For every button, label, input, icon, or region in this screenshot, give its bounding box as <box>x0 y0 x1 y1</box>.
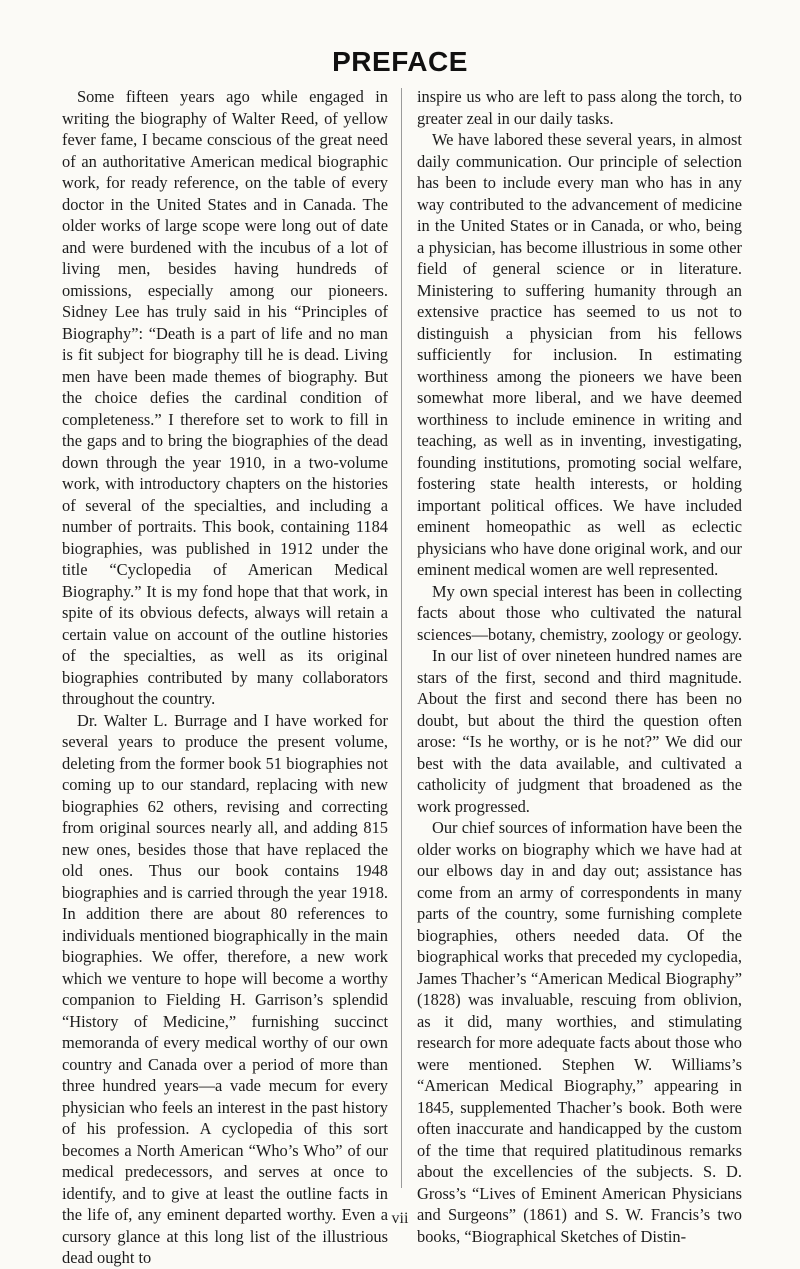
paragraph-continued: inspire us who are left to pass along the torch, to greater zeal in our daily tasks. <box>417 87 742 128</box>
paragraph: We have labored these several years, in almost daily communication. Our principle of selection has been to include every man who has in any way contributed to the advancement of medicine in the United States or in Canada, or who, being a physician, has become illustrious in some other field of general science or in literature. Ministering to suffering humanity through an extensive practice has seemed to us not to distinguish a physician from his fellows sufficiently for inclusion. In estimating worthiness among the pioneers we have been somewhat more liberal, and we have deemed worthiness to include eminence in writing and teaching, as well as in inventing, investigating, founding institutions, promoting social welfare, fostering state health interests, or holding important political offices. We have included eminent homeopathic as well as eclectic physicians who have done original work, and our eminent medical women are well represented. <box>417 130 742 579</box>
paragraph: Dr. Walter L. Burrage and I have worked for several years to produce the present volume, deleting from the former book 51 biographies not coming up to our standard, replacing with new biographies 62 others, revising and correcting from original sources nearly all, and adding 815 new ones, besides those that have replaced the old ones. Thus our book contains 1948 biographies and is carried through the year 1918. In addition there are about 80 references to individuals mentioned biographically in the main biographies. We offer, therefore, a new work which we venture to hope will become a worthy companion to Fielding H. Garrison’s splendid “History of Medicine,” furnishing succinct memoranda of every medical worthy of our own country and Canada over a period of more than three hundred years—a vade mecum for every physician who feels an interest in the past history of his profession. A cyclopedia of this sort becomes a North American “Who’s Who” of our medical predecessors, and serves at once to identify, and to give at least the outline facts in the life of, any eminent departed worthy. Even a cursory glance at this long list of the illustrious dead ought to <box>62 710 388 1267</box>
paragraph: Some fifteen years ago while engaged in writing the biography of Walter Reed, of yellow fever fame, I became conscious of the great need of an authoritative American medical biographic work, for ready reference, on the table of every doctor in the United States and in Canada. The older works of large scope were long out of date and were burdened with the incubus of a lot of living men, besides having hundreds of omissions, especially among our pioneers. Sidney Lee has truly said in his “Principles of Biography”: “Death is a part of life and no man is fit subject for biography till he is dead. Living men have been made themes of biography. But the choice defies the cardinal condition of completeness.” I therefore set to work to fill in the gaps and to bring the biographies of the dead down through the year 1910, in a two-volume work, with introductory chapters on the histories of several of the specialties, and including a number of portraits. This book, containing 1184 biographies, was published in 1912 under the title “Cyclopedia of American Medical Biography.” It is my fond hope that that work, in spite of its obvious defects, always will retain a certain value on account of the outline histories of the specialties, as well as its original biographies contributed by many collaborators throughout the country. <box>62 87 388 708</box>
paragraph: Our chief sources of information have been the older works on biography which we have had at our elbows day in and day out; assistance has come from an army of correspondents in many parts of the country, some furnishing complete biographies, others needed data. Of the biographical works that preceded my cyclopedia, James Thacher’s “American Medical Biography” (1828) was invaluable, rescuing from oblivion, as it did, many worthies, and stimulating research for more adequate facts about those who were mentioned. Stephen W. Williams’s “American Medical Biography,” appearing in 1845, supplemented Thacher’s book. Both were often inaccurate and handicapped by the custom of the time that required platitudinous remarks about the excellencies of the subjects. S. D. Gross’s “Lives of Eminent American Physicians and Surgeons” (1861) and S. W. Francis’s two books, “Biographical Sketches of Distin- <box>417 818 742 1246</box>
page-title: PREFACE <box>332 46 468 77</box>
column-divider <box>401 88 402 1188</box>
paragraph: My own special interest has been in collecting facts about those who cultivated the natural sciences—botany, chemistry, zoology or geology. <box>417 581 742 644</box>
paragraph: In our list of over nineteen hundred names are stars of the first, second and third magnitude. About the first and second there has been no doubt, but about the third the question often arose: “Is he worthy, or is he not?” We did our best with the data available, and cultivated a catholicity of judgment that broadened as the work progressed. <box>417 646 742 816</box>
page-number: vii <box>391 1210 409 1227</box>
left-column <box>62 86 388 1269</box>
right-column <box>417 86 742 1247</box>
